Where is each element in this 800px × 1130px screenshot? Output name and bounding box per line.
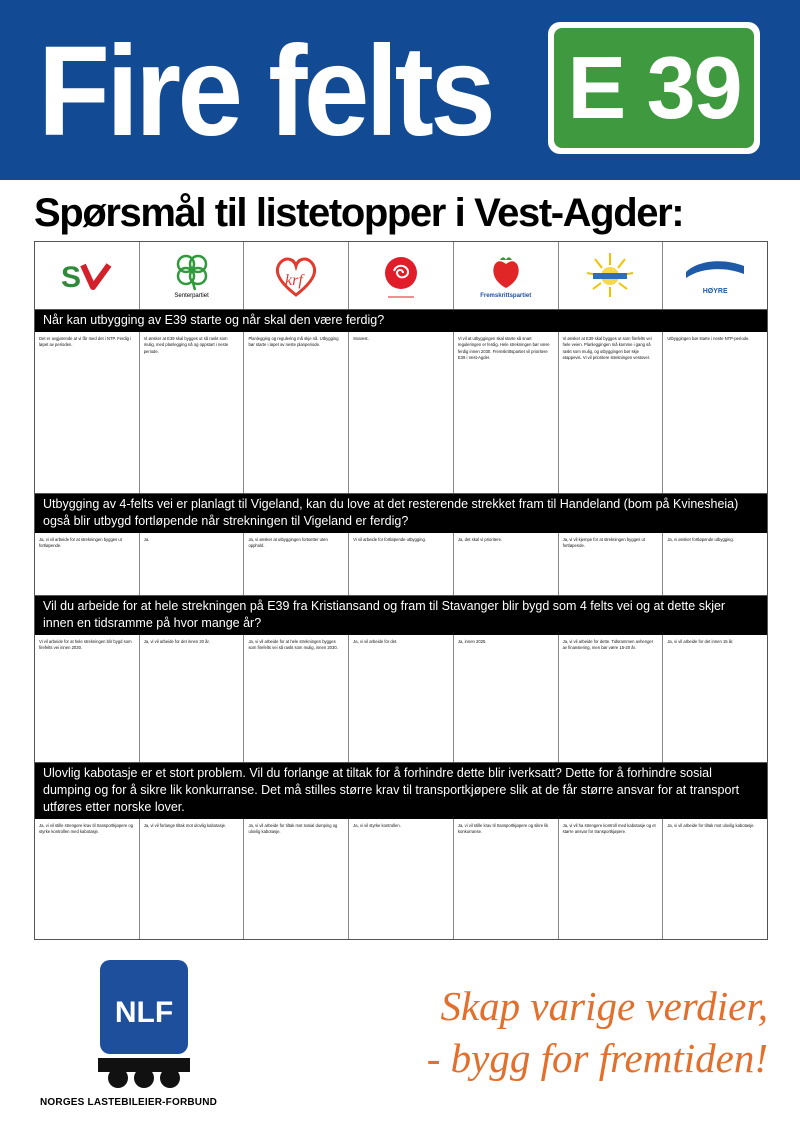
answer-cell: Det er avgjørende at vi får med det i NTP. Ferdig i løpet av perioden. xyxy=(35,332,140,493)
party-logo-row xyxy=(35,242,767,310)
answer-cell: Planlegging og regulering må skje nå. Utbygging bør starte i løpet av neste planperiode. xyxy=(244,332,349,493)
answer-cell: Ja, vi vil styrke kontrollen. xyxy=(349,819,454,939)
answer-cell: Ja. xyxy=(140,533,245,595)
party-cell-frp xyxy=(454,242,559,309)
answer-cell: Vi vil arbeide for at hele strekningen blir bygd som firefelts vei innen 2030. xyxy=(35,635,140,762)
answer-row-3 xyxy=(35,635,767,763)
answer-cell: Ja, vi vil arbeide for det innen 15 år. xyxy=(667,639,734,644)
answer-cell: Ja, vi vil arbeide for det innen 20 år. xyxy=(140,635,245,762)
party-cell-sp xyxy=(140,242,245,309)
answer-cell: Ja, vi vil arbeide for tiltak mot ulovlig kabotasje. xyxy=(667,823,755,828)
party-cell-v xyxy=(559,242,664,309)
answer-cell: Ja, innen 2025. xyxy=(454,635,559,762)
sv-party-logo-icon xyxy=(57,257,117,295)
strawberry-icon xyxy=(486,251,526,291)
answer-cell: Snarest. xyxy=(349,332,454,493)
answer-cell: Vi vil at utbyggingen skal starte så snart reguleringen er ferdig. Hele strekningen bør være ferdig innen 2030. Fremskrittspartiet vil prioritere E39 i Vest-Agder. xyxy=(454,332,559,493)
clover-icon xyxy=(172,251,212,291)
slogan xyxy=(318,980,768,1084)
answer-cell: Ja, det skal vi prioritere. xyxy=(454,533,559,595)
slogan-line-1: Skap varige verdier, xyxy=(440,983,768,1029)
org-name: NORGES LASTEBILEIER-FORBUND xyxy=(40,1097,218,1108)
answer-cell: Ja, vi vil stille strengere krav til transportkjøpere og styrke kontrollen med kabotasje. xyxy=(35,819,140,939)
questionnaire-table xyxy=(34,241,768,940)
party-cell-krf xyxy=(244,242,349,309)
e39-road-sign xyxy=(548,22,760,154)
answer-row-1 xyxy=(35,332,767,494)
svg-text:S: S xyxy=(60,260,81,294)
answer-cell: Ja, vi ønsker at utbyggingen fortsetter uten opphold. xyxy=(244,533,349,595)
svg-text:krf: krf xyxy=(285,271,304,289)
party-cell-sv xyxy=(35,242,140,309)
answer-row-4 xyxy=(35,819,767,939)
answer-row-2 xyxy=(35,533,767,596)
answer-cell: Vi vil arbeide for fortløpende utbygging. xyxy=(349,533,454,595)
answer-cell: Ja, vi vil arbeide for at hele strekningen bygges som firefelts vei så raskt som mulig, innen 2030. xyxy=(244,635,349,762)
nlf-truck-logo xyxy=(98,958,190,1090)
page-subtitle: Spørsmål til listetopper i Vest-Agder: xyxy=(34,191,684,235)
rose-icon xyxy=(376,251,426,301)
header-banner xyxy=(0,0,800,180)
question-2: Utbygging av 4-felts vei er planlagt til Vigeland, kan du love at det resterende strekket fram til Handeland (bom på Kvinesheia) også blir utbygd fortløpende når strekningen til Vigeland er ferdig? xyxy=(35,494,767,533)
nlf-logo-text: NLF xyxy=(114,996,174,1029)
krf-heart-icon xyxy=(272,251,320,301)
party-cell-ap xyxy=(349,242,454,309)
party-name-h: HØYRE xyxy=(702,288,728,295)
question-3: Vil du arbeide for at hele strekningen på E39 fra Kristiansand og fram til Stavanger blir bygd som 4 felts vei og at dette skjer innen en tidsramme på hvor mange år? xyxy=(35,596,767,635)
answer-cell: Ja, vi vil arbeide for dette. Tidsrammen avhenger av finansiering, men bør være 15-20 år. xyxy=(559,635,664,762)
hoyre-wave-icon xyxy=(684,256,746,286)
answer-cell: Vi ønsker at E39 skal bygges ut som firefelts vei hele veien. Planleggingen må komme i gang så raskt som mulig, og utbyggingen bør skje etappevis. Vi vil prioritere strekningen vestover. xyxy=(559,332,664,493)
question-4: Ulovlig kabotasje er et stort problem. Vil du forlange at tiltak for å forhindre dette blir iverksatt? Dette for å forhindre sosial dumping og for å sikre lik konkurranse. Det må stilles større krav til transportkjøpere slik at de får større ansvar for at transport utføres etter norske lover. xyxy=(35,763,767,819)
party-name-frp: Fremskrittspartiet xyxy=(480,293,532,299)
answer-cell: Ja, vi vil kjempe for at strekningen bygges ut fortløpende. xyxy=(559,533,664,595)
answer-cell: Utbyggingen bør starte i neste NTP-periode. xyxy=(667,336,750,341)
answer-cell: Ja, vi vil ha strengere kontroll med kabotasje og et større ansvar for transportkjøpere. xyxy=(559,819,664,939)
answer-cell: Ja, vi vil arbeide for tiltak mot sosial dumping og ulovlig kabotasje. xyxy=(244,819,349,939)
answer-cell: Ja, vi vil stille krav til transportkjøpere og sikre lik konkurranse. xyxy=(454,819,559,939)
party-cell-h xyxy=(663,242,767,309)
answer-cell: Vi ønsker at E39 skal bygges ut så raskt som mulig, med planlegging nå og oppstart i neste periode. xyxy=(140,332,245,493)
banner-title: Fire felts xyxy=(38,20,493,163)
question-1: Når kan utbygging av E39 starte og når skal den være ferdig? xyxy=(35,310,767,332)
party-name-sp: Senterpartiet xyxy=(174,293,209,299)
answer-cell: Ja, vi vil forlange tiltak mot ulovlig kabotasje. xyxy=(140,819,245,939)
answer-cell: Ja, vi vil arbeide for det. xyxy=(349,635,454,762)
sun-icon xyxy=(583,251,637,301)
answer-cell: Ja, vi vil arbeide for at strekningen bygges ut fortløpende. xyxy=(35,533,140,595)
slogan-line-2: - bygg for fremtiden! xyxy=(426,1035,768,1081)
answer-cell: Ja, vi ønsker fortløpende utbygging. xyxy=(667,537,734,542)
road-sign-text: E 39 xyxy=(567,38,741,137)
